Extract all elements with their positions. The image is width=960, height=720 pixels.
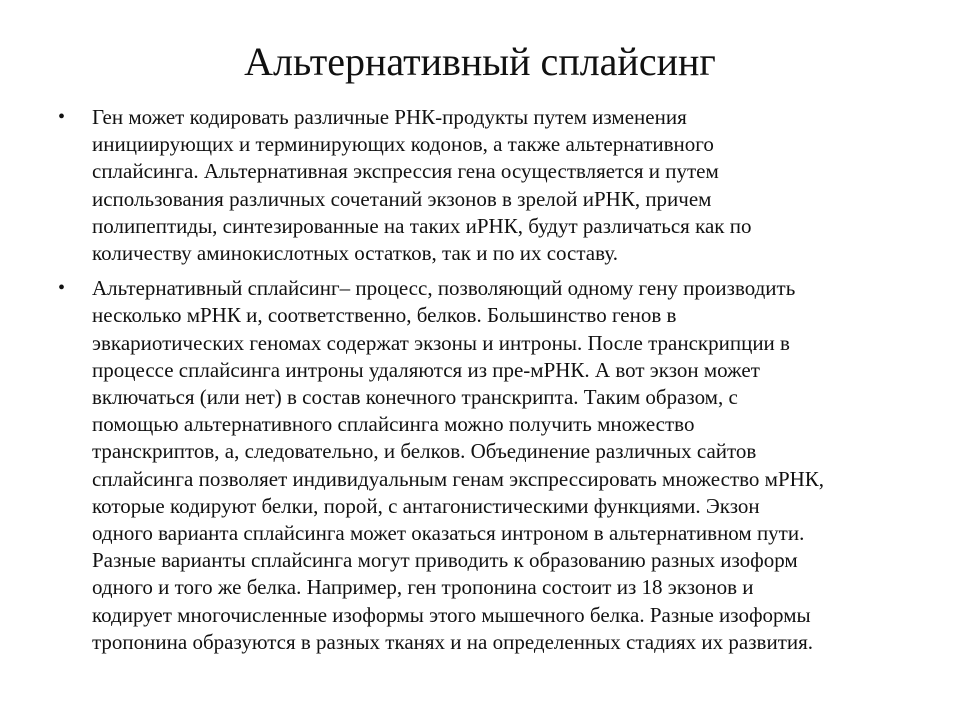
text-line: сплайсинга позволяет индивидуальным генам экспрессировать множество мРНК, bbox=[92, 466, 825, 491]
bullet-item-2 bbox=[58, 275, 918, 656]
text-line: помощью альтернативного сплайсинга можно получить множество bbox=[92, 412, 695, 437]
text-line: одного и того же белка. Например, ген тропонина состоит из 18 экзонов и bbox=[92, 575, 754, 600]
text-line: Ген может кодировать различные РНК-продукты путем изменения bbox=[92, 105, 687, 129]
text-line: тропонина образуются в разных тканях и на определенных стадиях их развития. bbox=[92, 629, 814, 654]
text-line: процессе сплайсинга интроны удаляются из пре-мРНК. А вот экзон может bbox=[92, 357, 760, 382]
text-line: полипептиды, синтезированные на таких иРНК, будут различаться как по bbox=[92, 213, 752, 238]
text-line: кодирует многочисленные изоформы этого мышечного белка. Разные изоформы bbox=[92, 602, 811, 627]
text-line: транскриптов, а, следовательно, и белков. Объединение различных сайтов bbox=[92, 439, 757, 464]
text-line: сплайсинга. Альтернативная экспрессия гена осуществляется и путем bbox=[92, 159, 719, 184]
text-line: инициирующих и терминирующих кодонов, а также альтернативного bbox=[92, 132, 714, 157]
text-line: количеству аминокислотных остатков, так и по их составу. bbox=[92, 241, 618, 266]
text-line: которые кодируют белки, порой, с антагонистическими функциями. Экзон bbox=[92, 493, 760, 518]
text-line: эвкариотических геномах содержат экзоны и интроны. После транскрипции в bbox=[92, 330, 790, 355]
text-line: одного варианта сплайсинга может оказаться интроном в альтернативном пути. bbox=[92, 521, 805, 546]
text-line: Альтернативный сплайсинг– процесс, позволяющий одному гену производить bbox=[92, 276, 796, 301]
text-line: несколько мРНК и, соответственно, белков. Большинство генов в bbox=[92, 303, 677, 328]
text-line: включаться (или нет) в состав конечного транскрипта. Таким образом, с bbox=[92, 385, 738, 410]
text-line: Разные варианты сплайсинга могут приводить к образованию разных изоформ bbox=[92, 548, 798, 573]
bullet-icon: • bbox=[58, 277, 66, 300]
slide-title: Альтернативный сплайсинг bbox=[244, 39, 716, 84]
text-line: использования различных сочетаний экзонов в зрелой иРНК, причем bbox=[92, 186, 712, 211]
bullet-icon: • bbox=[58, 106, 66, 128]
bullet-item-1 bbox=[58, 104, 918, 267]
bullet-list bbox=[58, 104, 918, 664]
